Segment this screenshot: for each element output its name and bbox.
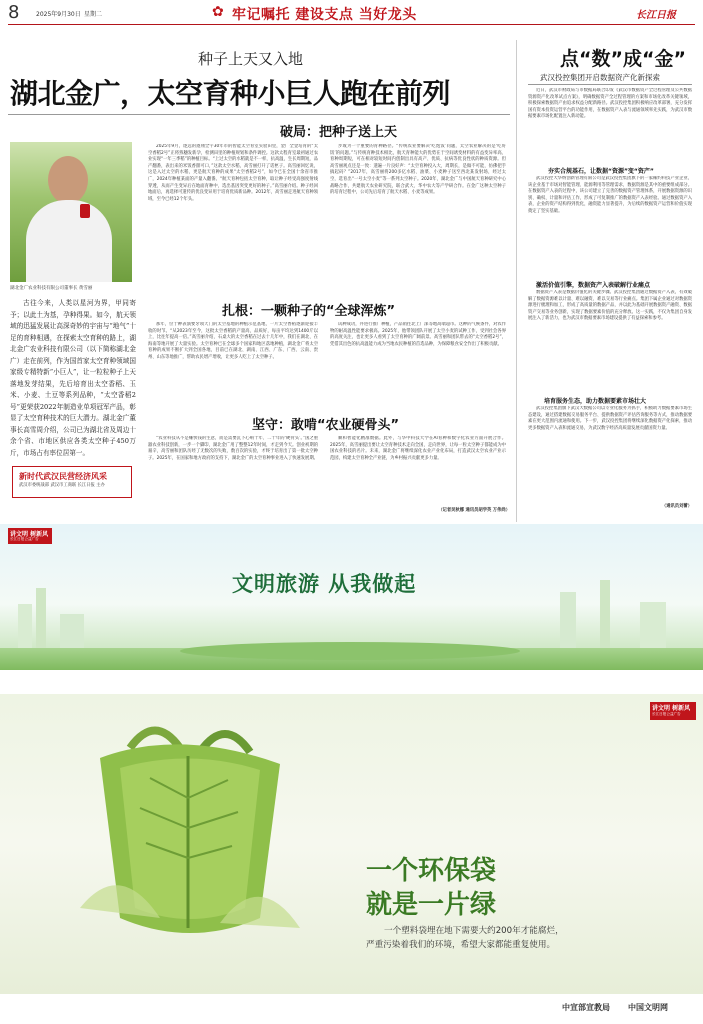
ad2-logo-org: 长江日报公益广告 bbox=[652, 712, 681, 716]
ad1-logo-org: 长江日报公益广告 bbox=[10, 537, 39, 541]
section-title-root: 扎根：一颗种子的“全球浑炼” bbox=[222, 304, 396, 319]
ad2-logo-text: 讲文明 树新风 bbox=[652, 705, 691, 712]
right-intro: 近日，武汉市财政局与市数据局联合印发《武汉市数据资产全过程管理及公共数据资源资产化改革试点方案》，明确数据资产全过程管理的方案和市场化改革关键领域，积极探索数据资产由追求权益分配新路径。武汉投控集团积极响应改革部署，充分发挥国有资本投资运营平台的功能作用，在数据资产入表与流通领域率先实践，为武汉市数据要素市场化配置注入新动能。 bbox=[528, 88, 692, 120]
ad1-logo-badge bbox=[8, 528, 52, 544]
col3c-paragraph: 顺和智能化精准数据。此外，与华中科技大学在AI育种和数字化农业方面开展合作。2025年，高雪丽提出要让太空育种技术走向全国，走向世界，让每一粒太空种子都能成为中国农业科技的名片。未来，湖北金广将继续深化农业产业化布局，打造武汉太空农业产业示范园，构建太空育种全产业链，为乡村振兴贡献更多力量。 bbox=[330, 436, 506, 461]
paper-name-logo: 长江日报 bbox=[636, 10, 676, 21]
promo-box-org: 武汉市委统战部 武汉市工商联 长江日报 主办 bbox=[19, 483, 105, 488]
article-column-2a bbox=[148, 144, 318, 284]
ad2-title-line2: 就是一片绿 bbox=[366, 890, 497, 920]
ad1-slogan: 文明旅游 从我做起 bbox=[232, 571, 417, 596]
right-section-2: 激活价值引擎，数据资产入表破解行业痛点 bbox=[536, 282, 651, 289]
ad2-title-line1: 一个环保袋 bbox=[366, 856, 497, 886]
article-kicker: 种子上天又入地 bbox=[198, 50, 304, 68]
issue-date: 2025年9月30日 bbox=[36, 11, 81, 18]
ad2-subtitle-line1: 一个塑料袋埋在地下需要大约200年才能腐烂， bbox=[384, 926, 564, 936]
reporter-byline: （记者吴秋娜 通讯员胡学英 万伟尚） bbox=[438, 508, 510, 513]
ad2-subtitle-line2: 严重污染着我们的环境，希望大家都能重复使用。 bbox=[366, 940, 556, 950]
lead-paragraph: 古往今来，人类以星河为界，甲同寄予；以此土为基，孕种得果。如今，航天领域的迅猛发展让高深奇妙的宇宙与“地气”十足的育种相遇，在探索太空育种的路上，湖北金广农业科技有限公司（以下简称湖北金广）走在前列，作为国首家太空育种领域国家级专精特新“小巨人”，让一粒粒种子上天落地发芽结果，先后培育出太空香稻、玉米、小麦、土豆等系列品种，“太空香稻2号”更荣获2022年制造业单项冠军产品，彰显了太空育种技术的巨大潜力。湖北金广董事长高雪周介绍，公司已为湖北省及周边十余个省、市地区供应各类太空种子450万斤，市场占有率位居第一。 bbox=[10, 299, 136, 457]
article-headline: 湖北金广，太空育种小巨人跑在前列 bbox=[10, 77, 451, 110]
col3-paragraph: 步或为一个重要的育种路径。“传统农业要解决‘吃饱饭’问题，太空农业解决的是‘吃好饭’的问题。”与传统育种技术相比，航天育种能大的优势在于空间诱变材料的有益变异率高、育种周期短，可在相对较短时间内创制出具有高产、优质、抗病等优良性状的种质资源。但高雪丽观点还是一致：遗遍一片良好声：“太空育种投入大，周期长，是做不可能，仿佛把手搞起码？”2017年，高雪丽将200多亿水稻、油菜、小麦种子送至西北某发射场，经过太空，选育出“一号太空小麦”等一系列太空种子。2020年，湖北金广与中国航天育种研究中心战略合作，共建航天农业研究院，联合武大、华中农大等产学研合作。在金广这种太空种子的培育过程中，公司先后培育了航天水稻、小麦等成果。 bbox=[330, 144, 506, 196]
footer-org-2: 中国文明网 bbox=[628, 1003, 668, 1012]
article-column-3c bbox=[330, 436, 506, 506]
promo-box-title: 新时代武汉民营经济风采 bbox=[19, 472, 107, 481]
right-headline: 点“数”成“金” bbox=[560, 48, 686, 70]
ad-eco-bag bbox=[0, 694, 703, 994]
right-section-3-text: 武汉投控集团旗下武汉大数据公司以专业化服务为抓手，积极助力数据要素市场生态建设，通过搭建数据交易服务平台、提供数据资产评估咨询服务等方式，推动数据要素在更大范围内流通和使用。下一步，武汉投控集团将继续深化数据资产化探索，推动更多数据资产入表和流通交易，为武汉数字经济高质量发展贡献国资力量。 bbox=[528, 406, 692, 431]
headline-rule bbox=[8, 114, 510, 115]
leaf-bag-illustration bbox=[60, 708, 310, 968]
article-column-3b bbox=[330, 322, 506, 422]
promo-box bbox=[12, 466, 132, 498]
issue-weekday: 星期二 bbox=[84, 11, 103, 18]
flower-icon: ✿ bbox=[212, 4, 224, 20]
chairman-photo bbox=[10, 142, 132, 282]
column-divider bbox=[516, 40, 517, 522]
article-column-2b bbox=[148, 322, 318, 422]
col2c-paragraph: “农业科技从不是赚快钱的生意，而是需要沉下心啃十年、二十年的‘硬骨头’。”国之重器农业科技创新，一步一个脚印，湖北金广用了整整12年时间，才走到今天。创业初期的艰辛，高雪丽和团队历经了无数次的失败，数百次的实验，才终于培育出了第一批太空种子。2025年，在国家和地方政府的支持下，湖北金广的太空育种事业进入了快速发展期。 bbox=[148, 436, 318, 461]
article-column-2c bbox=[148, 436, 318, 518]
col2-paragraph: 2025年9月，逐远的遨翔全宇30年市的智能太空育室实验田里，金广全金培育的“太空香稻2号”正将熟穗发新孕，检测田里的种植规划和条件调控。这款太程育室最初通过农业实现“一年三季稻”的种植目标。“上过太空的水稻就是不一样，抗高温，生长周期短，品产翻番，表出来的米饭香甜可口，”这款太空水稻，高雪丽打开了话匣子。高雪丽回忆说，这是入过太空的水稻，更是航天育种的成果“太空香稻2号”，如今已在全国十余省市推广，2024年种植某面的产量入翻番。“航天育种包括太空育种，取让种子经受高强度射线穿透，从而产生变异后在地面育种中，选出基因突变更好的种子。”高雪丽介绍。种子经回地面后，再选择可遗传的优良变异用于培育优质新品种。2012年，高雪丽走进航天育种领域，至今已经12个年头。 bbox=[148, 144, 318, 202]
right-section-1-text: 武汉投控大华纳创新管理有限公司是武汉投控集团旗下的一家稀约科技产业企业，该企业基于市场对智能管理、能源利用等管理需求，数据资源是其中的重要组成部分。在数据资产入表的过程中，该公司建立了完善的数据资产管理体系，开展数据资源的识别、确权、计量和评估工作，形成了可复制推广的数据资产入表经验。通过数据资产入表，企业的资产结构得到优化，融资能力显著提升，为后续的数据资产运营和价值实现奠定了坚实基础。 bbox=[528, 176, 692, 214]
footer-org-1: 中宣部宣教局 bbox=[562, 1003, 610, 1012]
ad1-logo-text: 讲文明 树新风 bbox=[10, 531, 49, 538]
article-column-3a bbox=[330, 144, 506, 284]
right-byline: （通讯员刘蕾） bbox=[661, 504, 692, 509]
photo-caption: 湖北金广农业科技有限公司董事长 黄雪丽 bbox=[10, 286, 93, 291]
page-slogan: 牢记嘱托 建设支点 当好龙头 bbox=[232, 7, 417, 23]
right-section-2-text: 数据资产入表是数据价值化的关键步骤。武汉投控集团通过数据资产入表，有效破解了数据资源难以计量、难以融资、难以交易等行业痛点。集团下属企业通过对数据资源进行梳理和加工，形成了高质量的数据产品，并以此为基础开展数据资产融资、数据资产交易等业务创新，实现了数据要素价值的充分释放。这一实践，不仅为集团自身发展注入了新活力，也为武汉市数据要素市场建设提供了有益探索和参考。 bbox=[528, 290, 692, 322]
section-title-breakthrough: 破局：把种子送上天 bbox=[280, 125, 398, 140]
header-rule bbox=[8, 24, 695, 25]
ad-civilized-tourism bbox=[0, 524, 703, 670]
col2b-paragraph: 那年，位于种表演要牙项天门的太空基地的种植示范基地，一片太空香稻逐渐迎接丰收的时节。“从2023年至今，这批太空香稻的产量高，品质好，每亩平均达到1400斤以上，比往年提高一倍。”高雪丽介绍，石桌大的太空香稻在过去十几年中，我们在湖北、在海南等地开展了大量实验。太空育种已在全球多个国家和地区落地种植，湖北金广将太空育种的成果不断扩大到全国各地，目前已在湖北、湖南、江西、广东、广西、云南、贵州、山东等地推广，帮助农民增产增收，让更多人吃上了太空种子。 bbox=[148, 322, 318, 360]
right-section-1: 夯实合规基石，让数据“资源”变“资产” bbox=[548, 168, 654, 175]
page-number: 8 bbox=[8, 2, 20, 23]
right-subhead-rule bbox=[528, 84, 692, 85]
page-header bbox=[0, 0, 703, 26]
section-title-persist: 坚守：敢啃“农业硬骨头” bbox=[252, 418, 400, 433]
right-subhead: 武汉投控集团开启数据资产化新探索 bbox=[540, 73, 660, 82]
col3b-paragraph: 试种成功，并进行推广种植，产品销往北上广深等地高端超市。这种的气候条件，对农作物的耐高温性能要求极高。2025年，他带领团队开展了太空小麦的试种工作，受到社会各界的高度关注，也让更多人看到了太空育种的广阔前景。高雪丽和团队带去的“太空香稻2号”，凭借其出色的抗高温能力成为当地农民种植的首选品种，为保障粮食安全作出了积极贡献。 bbox=[330, 322, 506, 347]
right-section-3: 培育服务生态，助力数据要素市场壮大 bbox=[544, 398, 647, 405]
ad2-logo-badge bbox=[650, 702, 696, 720]
